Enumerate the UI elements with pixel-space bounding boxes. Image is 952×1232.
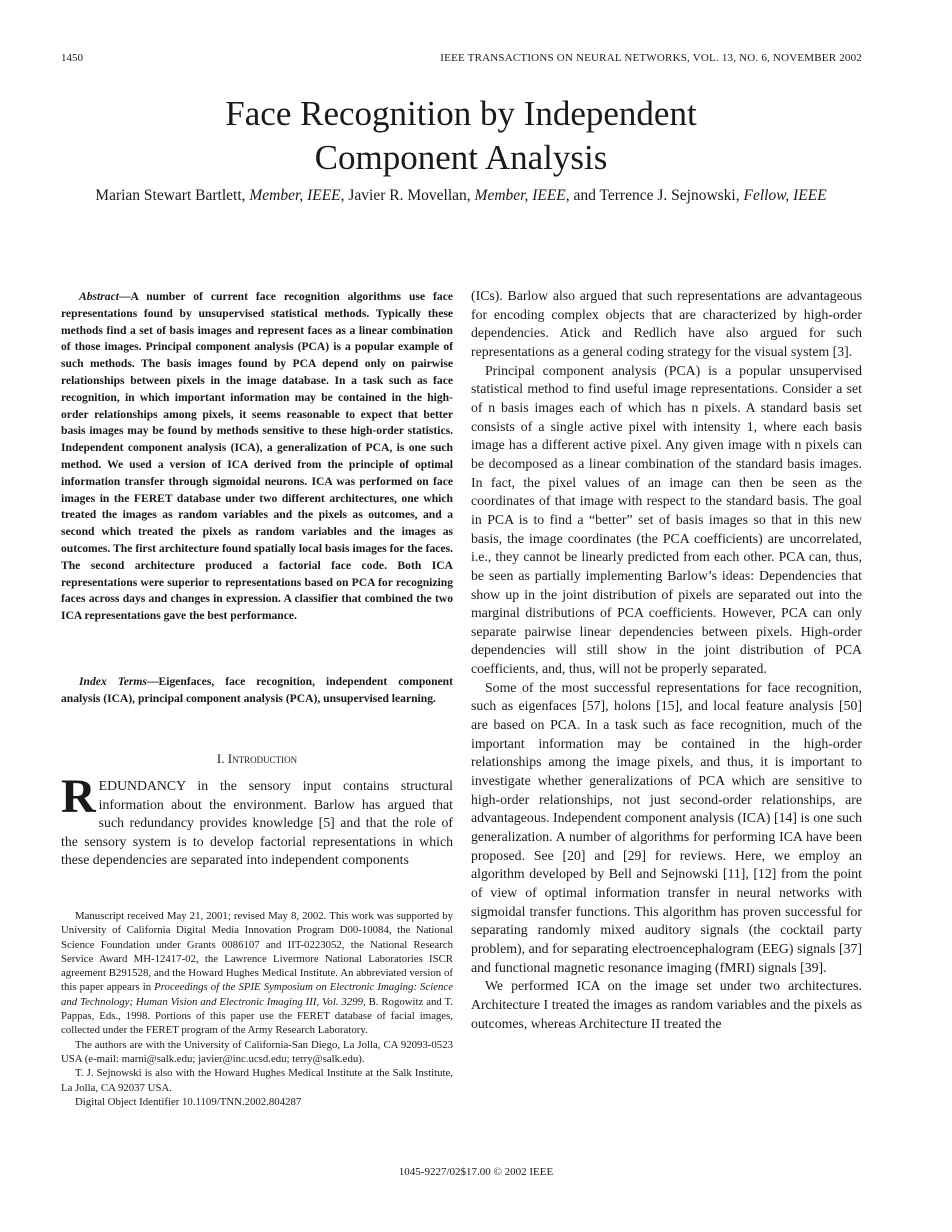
author-2-sep2: , (466, 187, 475, 204)
body-paragraph-1: (ICs). Barlow also argued that such representations are advantageous for encoding complex objects that are characterized by high-order dependencies. Atick and Redlich have also argued for such representations as a general coding strategy for the visual system [3]. (471, 288, 862, 359)
footnote-hhmi: T. J. Sejnowski is also with the Howard Hughes Medical Institute at the Salk Institute, La Jolla, CA 92037 USA. (61, 1067, 453, 1094)
copyright-footer: 1045-9227/02$17.00 © 2002 IEEE (398, 1166, 554, 1178)
footnotes (61, 909, 453, 1109)
abstract (61, 289, 453, 625)
author-3-sep: , (565, 187, 574, 204)
body-paragraph-3: Some of the most successful representations for face recognition, such as eigenfaces [57], holons [15], and local feature analysis [50] are based on PCA. In a task such as face recognition, much of the important information may be contained in the high-order relationships among the image pixels, and thus, it is important to investigate whether generalizations of PCA which are sensitive to high-order relationships, not just second-order relationships, are advantageous. Independent component analysis (ICA) [14] is one such generalization. A number of algorithms for performing ICA have been proposed. See [20] and [29] for reviews. Here, we employ an algorithm developed by Bell and Sejnowski [11], [12] from the point of view of optimal information transfer in neural networks with sigmoidal transfer functions. This algorithm has proven successful for separating randomly mixed auditory signals (the cocktail party problem), and for separating electroencephalogram (EEG) signals [37] and functional magnetic resonance imaging (fMRI) signals [39]. (471, 679, 862, 975)
author-3-role: Fellow, IEEE (743, 187, 827, 204)
section-heading (61, 751, 453, 767)
author-3-name: and Terrence J. Sejnowski (573, 187, 736, 204)
author-1-sep: , (241, 187, 250, 204)
section-title: Introduction (227, 751, 298, 766)
author-2-role: Member, IEEE (474, 187, 566, 204)
author-1-role: Member, IEEE (249, 187, 341, 204)
paper-title (100, 92, 822, 180)
footnote-manuscript-b: , B. Rogowitz and T. Pappas, Eds., 1998. Portions of this paper use the FERET database of facial images, collected under the FERET program of the Army Research Laboratory. (61, 995, 453, 1037)
author-list (40, 187, 882, 205)
index-terms-label: Index Terms (79, 675, 147, 688)
body-paragraph-2: Principal component analysis (PCA) is a popular unsupervised statistical method to find useful image representations. Consider a set of n basis images each of which has n pixels. A standard basis set consists of a single active pixel with intensity 1, where each basis image has a different active pixel. Any given image with n pixels can be decomposed as a linear combination of the standard basis images. In fact, the pixel values of an image can then be seen as the coordinates of that image with respect to the standard basis. The goal in PCA is to find a “better” set of basis images so that in this new basis, the image coordinates (the PCA coefficients) are uncorrelated, i.e., they cannot be linearly predicted from each other. PCA can, thus, be seen as partially implementing Barlow’s ideas: Dependencies that show up in the joint distribution of pixels are separated out into the marginal distributions of PCA coefficients. However, PCA can only separate pairwise linear dependencies between pixels. High-order dependencies will still show in the joint distribution of PCA coefficients, and, thus, will not be properly separated. (471, 362, 862, 677)
abstract-text: —A number of current face recognition algorithms use face representations found by unsupervised statistical methods. Typically these methods find a set of basis images and represent faces as a linear combination of those images. Principal component analysis (PCA) is a popular example of such methods. The basis images found by PCA depend only on pairwise relationships between pixels in the image database. In a task such as face recognition, in which important information may be contained in the high-order relationships among pixels, it seems reasonable to expect that better basis images may be found by methods sensitive to these high-order statistics. Independent component analysis (ICA), a generalization of PCA, is one such method. We used a version of ICA derived from the principle of optimal information transfer through sigmoidal neurons. ICA was performed on face images in the FERET database under two different architectures, one which treated the images as random variables and the pixels as outcomes, and a second which treated the pixels as random variables and the images as outcomes. The first architecture found spatially local basis images for the faces. The second architecture produced a factorial face code. Both ICA representations were superior to representations based on PCA for recognizing faces across days and changes in expression. A classifier that combined the two ICA representations gave the best performance. (61, 290, 453, 623)
author-2-name: Javier R. Movellan (348, 187, 467, 204)
author-3-sep2: , (735, 187, 744, 204)
abstract-label: Abstract (79, 290, 119, 303)
footnote-doi: Digital Object Identifier 10.1109/TNN.2002.804287 (75, 1095, 302, 1108)
title-line-1: Face Recognition by Independent (225, 94, 697, 133)
intro-text: EDUNDANCY in the sensory input contains structural information about the environment. Barlow has argued that such redundancy provides knowledge [5] and that the role of the sensory system is to develop factorial representations in which these dependencies are separated into independent components (61, 778, 453, 868)
footnote-proceedings: Proceedings of the SPIE Symposium on Electronic Imaging: Science and Technology; Human Vision and Electronic Imaging III, Vol. 3299 (61, 981, 453, 1008)
footnote-affiliation: The authors are with the University of California-San Diego, La Jolla, CA 92093-0523 USA (e-mail: marni@salk.edu; javier@inc.ucsd.edu; terry@salk.edu). (61, 1038, 453, 1065)
journal-header: IEEE TRANSACTIONS ON NEURAL NETWORKS, VOL. 13, NO. 6, NOVEMBER 2002 (440, 52, 862, 64)
intro-paragraph (61, 770, 453, 870)
index-terms (61, 674, 453, 708)
title-line-2: Component Analysis (314, 138, 608, 177)
section-number: I. (216, 751, 225, 766)
right-column (471, 287, 862, 1033)
drop-cap: R (61, 770, 96, 823)
body-paragraph-4: We performed ICA on the image set under two architectures. Architecture I treated the images as random variables and the pixels as outcomes, whereas Architecture II treated the (471, 978, 862, 1031)
author-1-name: Marian Stewart Bartlett (95, 187, 242, 204)
author-2-sep: , (340, 187, 349, 204)
page-number: 1450 (61, 52, 83, 64)
footnote-manuscript-a: Manuscript received May 21, 2001; revised May 8, 2002. This work was supported by University of California Digital Media Innovation Program D00-10084, the National Science Foundation under Grants 0086107 and IIT-0223052, the National Research Service Award MH-12417-02, the Lawrence Livermore National Laboratories ISCR agreement B291528, and the Howard Hughes Medical Institute. An abbreviated version of this paper appears in (61, 910, 453, 994)
footnote-manuscript (61, 909, 453, 1038)
index-terms-text: —Eigenfaces, face recognition, independent component analysis (ICA), principal component analysis (PCA), unsupervised learning. (61, 675, 453, 705)
